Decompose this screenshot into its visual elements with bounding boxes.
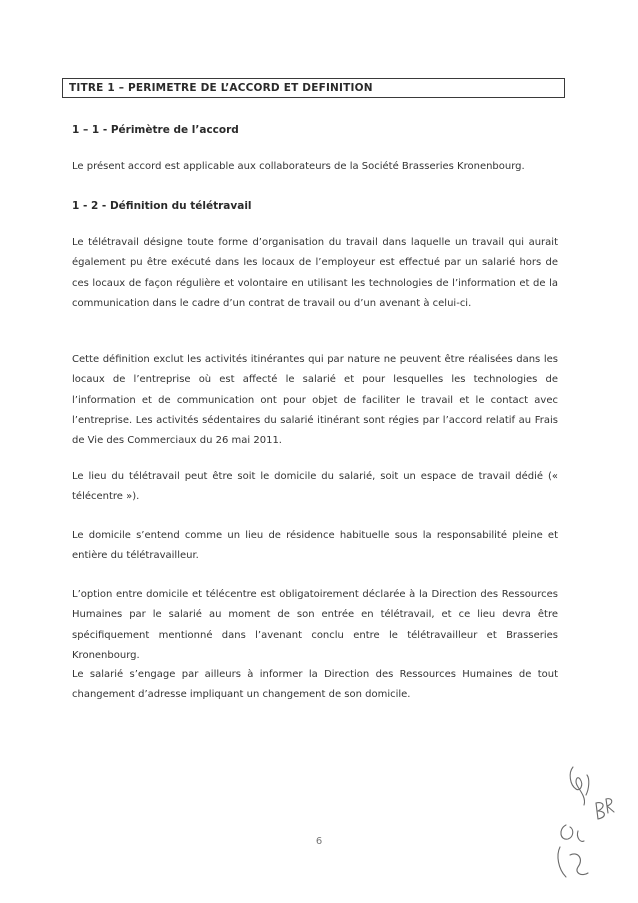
handwritten-initials-signature xyxy=(540,755,630,885)
paragraph-location: Le lieu du télétravail peut être soit le domicile du salarié, soit un espace de travail dédié (« télécentre »). xyxy=(72,471,558,503)
paragraph-option: L’option entre domicile et télécentre est obligatoirement déclarée à la Direction des Ressources Humaines par le salarié au moment de son entrée en télétravail, et ce lieu devra être spécifiquement mentionné dans l’avenant conclu entre le télétravailleur et Brasseries Kronenbourg. xyxy=(72,589,558,661)
paragraph-address-change: Le salarié s’engage par ailleurs à informer la Direction des Ressources Humaines de tout changement d’adresse impliquant un changement de son domicile. xyxy=(72,669,558,701)
page-number: 6 xyxy=(315,836,323,847)
paragraph-definition: Le télétravail désigne toute forme d’organisation du travail dans laquelle un travail qui aurait également pu être exécuté dans les locaux de l’employeur est effectué par un salarié hors de ces locaux de façon régulière et volontaire en utilisant les technologies de l’information et de la communication dans le cadre d’un contrat de travail ou d’un avenant à celui-ci. xyxy=(72,237,558,309)
document-title: TITRE 1 – PERIMETRE DE L’ACCORD ET DEFINITION xyxy=(62,78,565,98)
paragraph-scope: Le présent accord est applicable aux collaborateurs de la Société Brasseries Kronenbourg. xyxy=(72,161,525,172)
section-heading-perimeter: 1 – 1 - Périmètre de l’accord xyxy=(72,124,239,136)
paragraph-exclusion: Cette définition exclut les activités itinérantes qui par nature ne peuvent être réalisées dans les locaux de l’entreprise où est affecté le salarié et pour lesquelles les technologies de l’information et de communication ont pour objet de faciliter le travail et le contact avec l’entreprise. Les activités sédentaires du salarié itinérant sont régies par l’accord relatif au Frais de Vie des Commerciaux du 26 mai 2011. xyxy=(72,354,558,447)
paragraph-domicile: Le domicile s’entend comme un lieu de résidence habituelle sous la responsabilité pleine et entière du télétravailleur. xyxy=(72,530,558,562)
section-heading-definition: 1 - 2 - Définition du télétravail xyxy=(72,200,252,212)
